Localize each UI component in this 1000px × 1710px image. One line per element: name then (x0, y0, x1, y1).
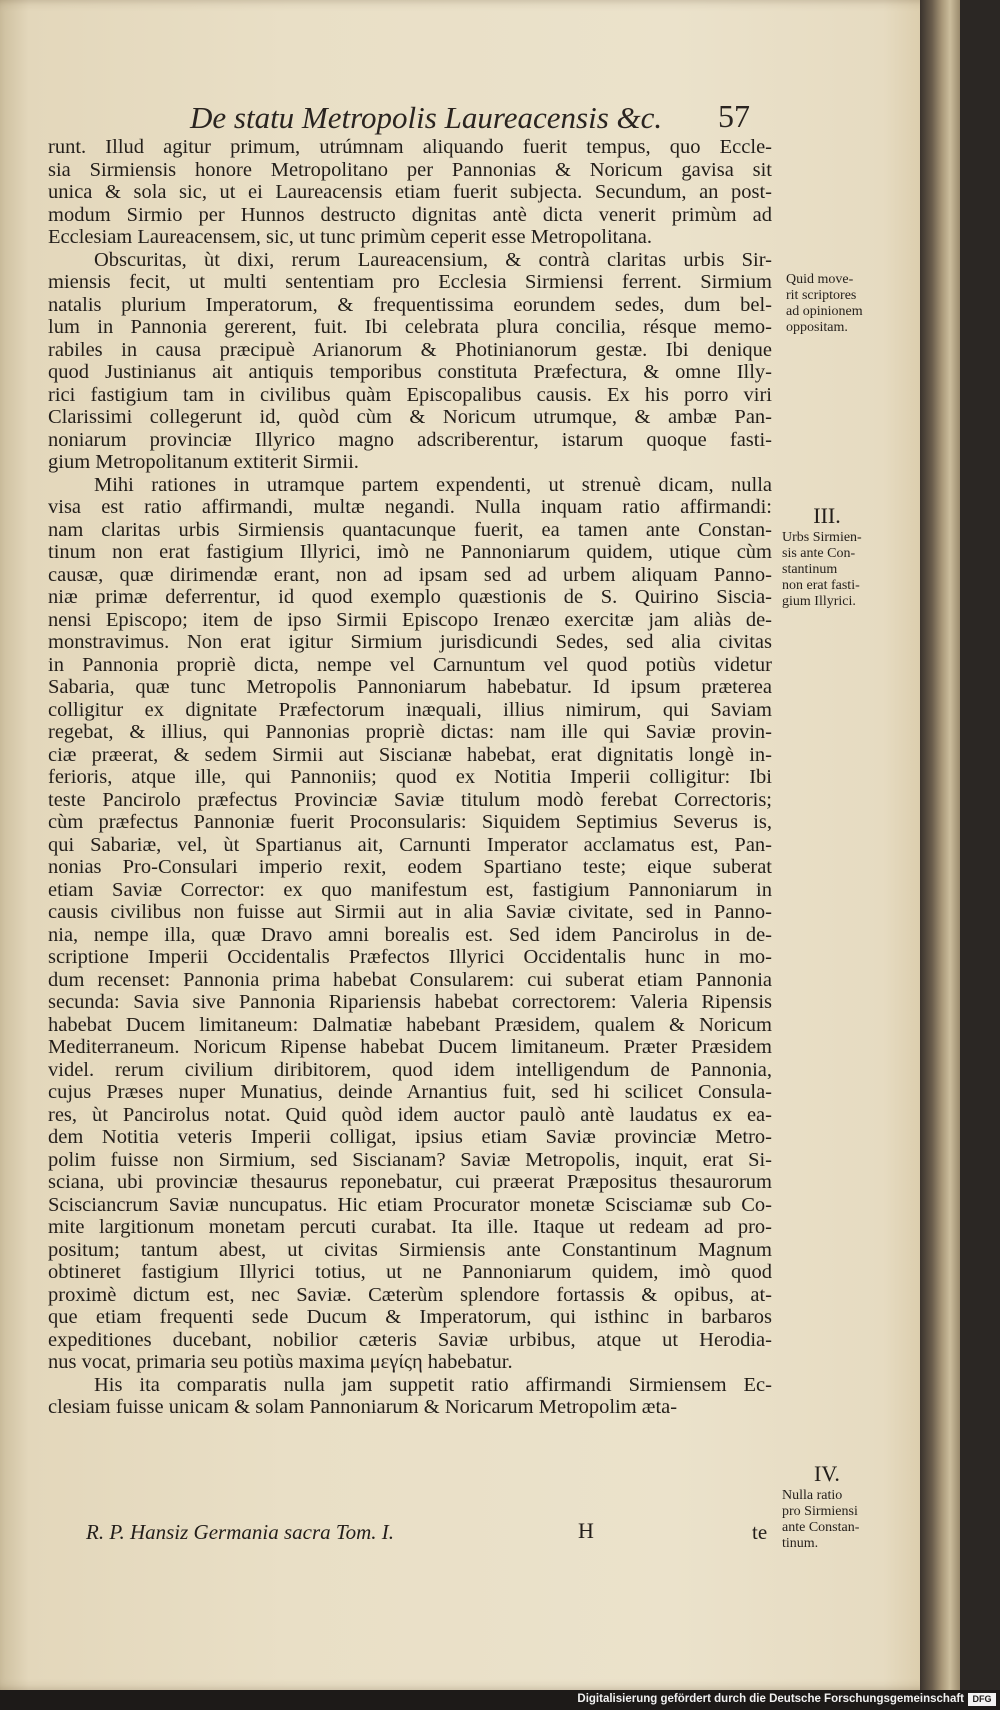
margin-note-line: Nulla ratio (782, 1488, 843, 1503)
text-line: secunda: Savia sive Pannonia Ripariensis habebat correctorem: Valeria Ripensis (48, 991, 772, 1013)
margin-note-2 (782, 504, 872, 610)
text-line: colligitur ex dignitate Præfectorum inæquali, illius nimirum, qui Saviam (48, 698, 772, 721)
text-line: causæ, quæ dirimendæ erant, non ad ipsam sed ad urbem aliquam Panno- (48, 563, 772, 586)
digitization-credit: Digitalisierung gefördert durch die Deutsche Forschungsgemeinschaft (577, 1693, 964, 1705)
dfg-logo: DFG (968, 1693, 996, 1706)
text-line: dum recenset: Pannonia prima habebat Consularem: cui suberat etiam Pannonia (48, 968, 772, 991)
text-line: Scisciancrum Saviæ nuncupatus. Hic etiam Procurator monetæ Scisciamæ sub Co- (48, 1193, 772, 1216)
text-line: sia Sirmiensis honore Metropolitano per Pannonias & Noricum gavisa sit (48, 158, 772, 181)
page-number: 57 (718, 98, 750, 134)
margin-note-line: sis ante Con- (782, 546, 856, 561)
text-line: monstravimus. Non erat igitur Sirmium jurisdicundi Sedes, sed alia civitas (48, 631, 772, 653)
text-line: res, ùt Pancirolus notat. Quid quòd idem auctor paulò antè laudatus ex ea- (48, 1103, 772, 1126)
margin-note-line: tinum. (782, 1536, 819, 1551)
text-line: obtineret fastigium Illyrici totius, ut ne Pannoniarum quidem, imò quod (48, 1261, 772, 1283)
text-line: lum in Pannonia gererent, fuit. Ibi celebrata plura concilia, résque memo- (48, 316, 772, 338)
text-line: Clarissimi collegerunt id, quòd cùm & Noricum utrumque, & ambæ Pan- (48, 406, 772, 428)
signature-mark: H (578, 1518, 594, 1543)
text-line: causis civilibus non fuisse aut Sirmii aut in alia Saviæ civitate, sed in Panno- (48, 901, 772, 923)
running-head: De statu Metropolis Laureacensis &c. (190, 100, 663, 135)
margin-numeral: III. (813, 503, 841, 528)
text-line: dem Notitia veteris Imperii colligat, ipsius etiam Saviæ provinciæ Metro- (48, 1126, 772, 1148)
text-line: etiam Saviæ Corrector: ex quo manifestum est, fastigium Pannoniarum in (48, 878, 772, 901)
text-line: His ita comparatis nulla jam suppetit ratio affirmandi Sirmiensem Ec- (94, 1373, 772, 1396)
margin-note-1 (786, 272, 863, 336)
text-line: proximè dictum est, nec Saviæ. Cæterùm splendore fortassis & opibus, at- (48, 1283, 772, 1306)
text-line: miensis fecit, ut multi sententiam pro Ecclesia Sirmiensi ferrent. Sirmium (48, 271, 772, 293)
text-line: ciæ præerat, & sedem Sirmii aut Siscianæ habebat, erat dignitatis longè in- (48, 743, 772, 766)
margin-note-line: rit scriptores (786, 288, 857, 303)
text-line: Mihi rationes in utramque partem expendenti, ut strenuè dicam, nulla (94, 473, 772, 496)
text-line: visa est ratio affirmandi, multæ negandi. Nulla inquam ratio affirmandi: (48, 496, 772, 518)
text-line: qui Sabariæ, vel, ùt Spartianus ait, Carnunti Imperator acclamatus est, Pan- (48, 833, 772, 856)
text-line: que etiam frequenti sede Ducum & Imperatorum, qui isthinc in barbaros (48, 1306, 772, 1328)
margin-note-line: Urbs Sirmien- (782, 530, 862, 545)
text-line: in Pannonia propriè dicta, nempe vel Carnuntum vel quod potiùs videtur (48, 653, 772, 676)
text-line: expeditiones ducebant, nobilior cæteris Saviæ urbibus, atque ut Herodia- (48, 1328, 772, 1351)
text-line: clesiam fuisse unicam & solam Pannoniarum & Noricarum Metropolim æta- (48, 1396, 678, 1418)
text-line: polim fuisse non Sirmium, sed Siscianam? Saviæ Metropolis, inquit, erat Si- (48, 1148, 772, 1171)
signature-line: R. P. Hansiz Germania sacra Tom. I. (86, 1520, 395, 1544)
text-line: quod Justinianus ait antiquis temporibus constituta Præfectura, & omne Illy- (48, 361, 772, 383)
text-line: natalis plurium Imperatorum, & frequentissima eorundem sedes, dum bel- (48, 293, 772, 316)
text-line: gium Metropolitanum extiterit Sirmii. (48, 451, 359, 473)
text-line: mite largitionum monetam percuti curabat. Ita ille. Itaque ut redeam ad pro- (48, 1216, 772, 1238)
margin-note-line: stantinum (782, 562, 838, 577)
text-line: regebat, & illius, qui Pannonias propriè dictas: nam ille qui Saviæ provin- (48, 721, 772, 743)
text-line: tinum non erat fastigium Illyrici, imò ne Pannoniarum quidem, utique cùm (48, 541, 772, 563)
catchword: te (752, 1520, 768, 1544)
text-line: noniarum provinciæ Illyrico magno adscriberentur, istarum quoque fasti- (48, 428, 772, 451)
text-line: habebat Ducem limitaneum: Dalmatiæ habebant Præsidem, qualem & Noricum (48, 1013, 772, 1036)
text-line: rabiles in causa præcipuè Arianorum & Photinianorum gestæ. Ibi denique (48, 338, 772, 361)
text-line: Sabaria, quæ tunc Metropolis Pannoniarum habebatur. Id ipsum præterea (48, 676, 772, 698)
text-line: cujus Præses nuper Munatius, deinde Arnantius fuit, sed hi scilicet Consula- (48, 1081, 772, 1103)
margin-note-line: gium Illyrici. (782, 594, 856, 609)
margin-note-line: non erat fasti- (782, 578, 860, 593)
text-line: niæ primæ deferrentur, id quod exemplo quæstionis de S. Quirino Siscia- (48, 586, 772, 608)
margin-note-line: oppositam. (786, 320, 848, 335)
text-line: unica & sola sic, ut ei Laureacensis etiam fuerit subjecta. Secundum, an post- (48, 181, 772, 203)
text-line: nensi Episcopo; item de ipso Sirmii Episcopo Irenæo exercitæ jam aliàs de- (48, 608, 772, 631)
text-line: runt. Illud agitur primum, utrúmnam aliquando fuerit tempus, quo Eccle- (48, 136, 772, 158)
text-line: scriptione Imperii Occidentalis Præfectos Illyrici Occidentalis hunc in mo- (48, 946, 772, 968)
text-line: nam claritas urbis Sirmiensis quantacunque fuerit, ea tamen ante Constan- (48, 518, 772, 541)
text-line: Ecclesiam Laureacensem, sic, ut tunc primùm ceperit esse Metropolitana. (48, 226, 652, 248)
text-line: cùm præfectus Pannoniæ fuerit Proconsularis: Siquidem Septimius Severus is, (48, 811, 772, 833)
text-line: sciana, ubi provinciæ thesaurus reponebatur, cui præerat Præpositus thesaurorum (48, 1171, 772, 1193)
text-line: rici fastigium tam in civilibus quàm Episcopalibus causis. Ex his porro viri (48, 383, 772, 406)
text-line: teste Pancirolo præfectus Provinciæ Saviæ titulum modò ferebat Correctoris; (48, 788, 772, 811)
text-line: nia, nempe illa, quæ Dravo amni borealis est. Sed idem Pancirolus in de- (48, 923, 772, 946)
margin-note-3 (782, 1462, 872, 1552)
text-line: modum Sirmio per Hunnos destructo dignitas antè dicta venerit primùm ad (48, 203, 772, 226)
text-line: videl. rerum civilium diribitorem, quod idem intelligendum de Pannonia, (48, 1058, 772, 1081)
text-line: ferioris, atque ille, qui Pannoniis; quod ex Notitia Imperii colligitur: Ibi (48, 766, 772, 788)
text-line: Mediterraneum. Noricum Ripense habebat Ducem limitaneum. Præter Præsidem (48, 1036, 772, 1058)
text-line: nonias Pro-Consulari imperio rexit, eodem Spartiano teste; eique suberat (48, 856, 772, 878)
margin-note-line: Quid move- (786, 272, 854, 287)
margin-numeral: IV. (814, 1461, 840, 1486)
digitization-bar (0, 1690, 1000, 1710)
body-text (48, 136, 772, 1419)
page-edge (920, 0, 960, 1690)
margin-note-line: pro Sirmiensi (782, 1504, 858, 1519)
margin-note-line: ad opinionem (786, 304, 863, 319)
text-line: nus vocat, primaria seu potiùs maxima μεγίςη habebatur. (48, 1351, 513, 1373)
text-line: Obscuritas, ùt dixi, rerum Laureacensium, & contrà claritas urbis Sir- (94, 248, 772, 271)
margin-note-line: ante Constan- (782, 1520, 860, 1535)
text-line: positum; tantum abest, ut civitas Sirmiensis ante Constantinum Magnum (48, 1238, 772, 1261)
